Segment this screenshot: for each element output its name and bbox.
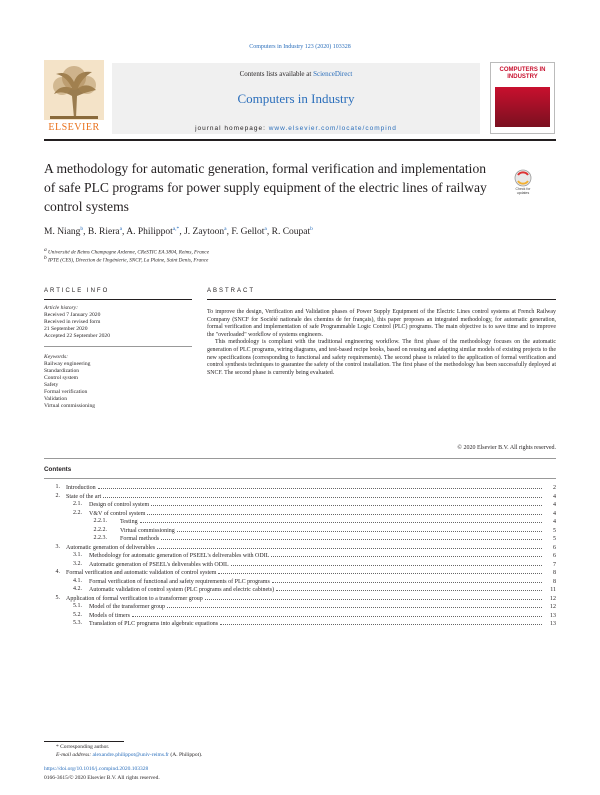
header-divider — [44, 139, 556, 141]
toc-number: 2.2. — [73, 509, 82, 516]
toc-leader-dots — [140, 518, 542, 523]
toc-title[interactable]: Automatic generation of PSEEL's deliverables with ODIL — [89, 561, 229, 568]
paper-title: A methodology for automatic generation, formal verification and implementation of safe PLC programs for power supply equipment of the electric lines of railway control systems — [44, 161, 487, 214]
toc-leader-dots — [271, 552, 542, 557]
contents-available — [112, 70, 480, 78]
toc-number: 5.2. — [73, 611, 82, 618]
toc-title[interactable]: Formal methods — [120, 536, 160, 542]
toc-number: 5.1. — [73, 603, 82, 609]
publisher-name: ELSEVIER — [48, 122, 100, 133]
toc-leader-dots — [167, 603, 542, 608]
author-name: M. Niang — [44, 227, 81, 238]
corresponding-author-note: * Corresponding author. — [56, 744, 110, 750]
toc-page-number: 4 — [553, 502, 556, 508]
article-history-label: Article history: — [44, 305, 79, 311]
affiliation-mark: a — [44, 247, 47, 253]
toc-title[interactable]: Design of control system — [89, 502, 150, 508]
toc-leader-dots — [147, 510, 542, 515]
toc-page-number: 13 — [550, 621, 556, 627]
history-line: Received 7 January 2020 — [44, 312, 101, 318]
abstract-body — [207, 309, 556, 377]
toc-entry[interactable] — [44, 493, 556, 502]
affiliation-mark: b — [44, 255, 47, 261]
toc-entry[interactable] — [44, 518, 556, 527]
toc-number: 4.1. — [73, 577, 82, 584]
toc-page-number: 6 — [553, 544, 556, 551]
toc-page-number: 5 — [553, 536, 556, 542]
affiliation-text: IPTE (CES), Direction de l'Ingénierie, SNCF, La Plaine, Saint Denis, France — [48, 257, 209, 264]
toc-leader-dots — [218, 569, 542, 574]
toc-entry[interactable] — [44, 603, 556, 612]
keyword: Virtual commissioning — [44, 403, 96, 409]
toc-entry[interactable] — [44, 510, 556, 519]
email-label: E-mail address: — [56, 752, 93, 758]
toc-entry[interactable] — [44, 552, 556, 561]
toc-number: 5.3. — [73, 620, 82, 626]
author-name: R. Coupat — [271, 227, 311, 238]
toc-entry[interactable] — [44, 535, 556, 544]
toc-leader-dots — [98, 484, 542, 489]
history-line: 21 September 2020 — [44, 326, 88, 332]
author-affil-mark[interactable]: a — [264, 226, 267, 232]
toc-title[interactable]: Automatic generation of deliverables — [66, 544, 156, 551]
toc-leader-dots — [220, 620, 542, 625]
toc-entry[interactable] — [44, 544, 556, 553]
toc-number: 4. — [55, 569, 60, 575]
toc-leader-dots — [276, 586, 542, 591]
toc-leader-dots — [103, 493, 542, 498]
toc-entry[interactable] — [44, 569, 556, 578]
toc-leader-dots — [151, 501, 542, 506]
author-list: M. Niang$^b$, B. Riera$^a$, A. Philippot$^{a,*}$, J. Zaytoon$^a$, F. Gellot$^a$, R. Coupat$^b$ — [44, 226, 313, 238]
keyword: Control system — [44, 375, 79, 381]
toc-page-number: 4 — [553, 493, 556, 500]
abstract-paragraph: To improve the design, Verification and Validation phases of Power Supply Equipment of the Electric Lines control systems at French Railway Company (SNCF for Société nationale des chemins de fer français), this paper proposes an integrated methodology, for automatic generation, formal verification and implementation of safe Programmable Logic Control (PLC) programs. The main objective is to save time and to improve the "overloaded" workflow of systems engineers. — [207, 309, 556, 338]
author-affil-mark[interactable]: a — [119, 226, 123, 232]
sciencedirect-link[interactable]: ScienceDirect — [313, 70, 353, 78]
toc-leader-dots — [132, 612, 542, 617]
keyword: Standardization — [44, 368, 80, 374]
toc-entry[interactable] — [44, 578, 556, 587]
footnote-rule — [44, 741, 124, 742]
toc-leader-dots — [231, 561, 542, 566]
toc-number: 3. — [55, 543, 60, 550]
toc-leader-dots — [177, 527, 542, 532]
copyright-notice: © 2020 Elsevier B.V. All rights reserved. — [457, 445, 556, 451]
author-affil-mark[interactable]: b — [80, 226, 84, 232]
toc-entry[interactable] — [44, 612, 556, 621]
toc-title[interactable]: Translation of PLC programs into algebraic equations — [89, 621, 219, 627]
keywords-rule — [44, 346, 192, 347]
history-line: Accepted 22 September 2020 — [44, 333, 111, 339]
toc-page-number: 5 — [553, 527, 556, 534]
journal-homepage — [112, 125, 480, 132]
toc-title[interactable]: Model of the transformer group — [89, 604, 165, 610]
toc-title[interactable]: V&V of control system — [89, 510, 146, 517]
article-info-rule — [44, 299, 192, 300]
contents-heading-rule — [44, 478, 556, 479]
toc-number: 3.2. — [73, 560, 82, 567]
toc-number: 2.2.2. — [93, 526, 107, 533]
doi-text[interactable]: https://doi.org/10.1016/j.compind.2020.103328 — [44, 766, 149, 772]
toc-entry[interactable] — [44, 484, 556, 493]
abstract-heading: ABSTRACT — [207, 288, 256, 294]
journal-title: Computers in Industry — [237, 91, 355, 106]
email-note — [56, 752, 202, 758]
toc-title[interactable]: Introduction — [66, 485, 96, 491]
toc-page-number: 12 — [550, 595, 556, 602]
toc-leader-dots — [161, 535, 542, 540]
issn-line: 0166-3615/© 2020 Elsevier B.V. All rights reserved. — [44, 775, 160, 781]
toc-title[interactable]: Formal verification of functional and safety requirements of PLC programs — [89, 578, 270, 585]
homepage-prefix: journal homepage: — [195, 125, 269, 132]
toc-entry[interactable] — [44, 586, 556, 595]
keyword: Railway engineering — [44, 361, 91, 367]
author-affil-mark[interactable]: b — [310, 226, 313, 232]
journal-reference[interactable]: Computers in Industry 123 (2020) 103328 — [249, 44, 351, 50]
affiliation-b — [44, 255, 208, 264]
affiliation-text: Université de Reims Champagne Ardenne, CReSTIC EA 3804, Reims, France — [48, 249, 210, 256]
author-name: B. Riera — [87, 227, 120, 238]
cover-title: COMPUTERS IN INDUSTRY — [499, 67, 546, 80]
article-info-heading: ARTICLE INFO — [44, 288, 110, 294]
toc-page-number: 4 — [553, 510, 556, 517]
homepage-link[interactable]: www.elsevier.com/locate/compind — [268, 125, 397, 132]
check-updates-label: Check for updates — [515, 187, 531, 195]
check-for-updates-badge[interactable] — [512, 169, 534, 199]
toc-entry[interactable] — [44, 595, 556, 604]
toc-page-number: 2 — [553, 485, 556, 491]
toc-title[interactable]: Formal verification and automatic validation of control system — [66, 570, 217, 576]
history-line: Received in revised form — [44, 319, 101, 325]
toc-page-number: 6 — [553, 553, 556, 559]
toc-page-number: 8 — [553, 578, 556, 585]
toc-number: 2.2.3. — [93, 535, 107, 541]
abstract-rule — [207, 299, 556, 300]
toc-leader-dots — [272, 578, 542, 583]
cover-image — [495, 87, 550, 127]
toc-number: 1. — [55, 484, 60, 490]
toc-page-number: 12 — [550, 604, 556, 610]
table-of-contents — [44, 484, 556, 629]
abstract-paragraph: This methodology is compliant with the traditional engineering workflow. The first phase of the methodology focuses on the automatic generation of PLC programs, wiring diagrams, and test-based recipe books, based on reusing and adapting similar models of existing projects to the new specifications (corresponding to functional and safety requirements). The second phase is related to the application of formal verification and control synthesis techniques to guarantee the safety of the control installation. The first phase of the methodology has been successfully deployed at SNCF. The second phase is currently being evaluated. — [207, 339, 556, 376]
keywords-label: Keywords: — [44, 354, 69, 360]
toc-leader-dots — [157, 544, 542, 549]
check-updates-icon — [512, 169, 534, 187]
toc-number: 3.1. — [73, 552, 82, 558]
toc-entry[interactable] — [44, 527, 556, 536]
toc-title[interactable]: Virtual commissioning — [120, 527, 175, 534]
keyword: Formal verification — [44, 389, 88, 395]
toc-title[interactable]: State of the art — [66, 493, 102, 500]
author-name: J. Zaytoon — [184, 227, 225, 238]
author-name: A. Philippot — [126, 227, 173, 238]
keyword: Validation — [44, 396, 67, 402]
toc-page-number: 7 — [553, 561, 556, 568]
toc-title[interactable]: Testing — [120, 519, 138, 525]
toc-number: 5. — [55, 594, 60, 601]
doi-link[interactable] — [44, 766, 148, 772]
toc-leader-dots — [205, 595, 542, 600]
toc-page-number: 8 — [553, 570, 556, 576]
email-link[interactable]: alexandre.philippot@univ-reims.fr — [92, 752, 170, 758]
author-affil-mark[interactable]: a — [224, 226, 227, 232]
toc-title[interactable]: Models of timers — [89, 612, 130, 619]
toc-title[interactable]: Application of formal verification to a transformer group — [66, 595, 203, 602]
email-suffix: (A. Philippot). — [169, 752, 203, 758]
toc-entry[interactable] — [44, 620, 556, 629]
toc-entry[interactable] — [44, 561, 556, 570]
toc-number: 2. — [55, 492, 60, 499]
toc-page-number: 11 — [550, 587, 556, 593]
toc-title[interactable]: Methodology for automatic generation of PSEEL's deliverables with ODIL — [89, 553, 270, 559]
contents-heading: Contents — [44, 466, 72, 473]
keyword: Safety — [44, 382, 59, 388]
author-affil-mark[interactable]: a,* — [172, 226, 180, 232]
toc-entry[interactable] — [44, 501, 556, 510]
contents-divider — [44, 458, 556, 459]
toc-page-number: 4 — [553, 519, 556, 525]
author-name: F. Gellot — [231, 227, 265, 238]
toc-number: 2.2.1. — [93, 518, 107, 524]
toc-page-number: 13 — [550, 612, 556, 619]
toc-number: 2.1. — [73, 501, 82, 507]
toc-title[interactable]: Automatic validation of control system (PLC programs and electric cabinets) — [89, 587, 275, 593]
journal-cover-thumbnail — [490, 62, 555, 134]
contents-prefix: Contents lists available at — [239, 70, 314, 78]
toc-number: 4.2. — [73, 586, 82, 592]
